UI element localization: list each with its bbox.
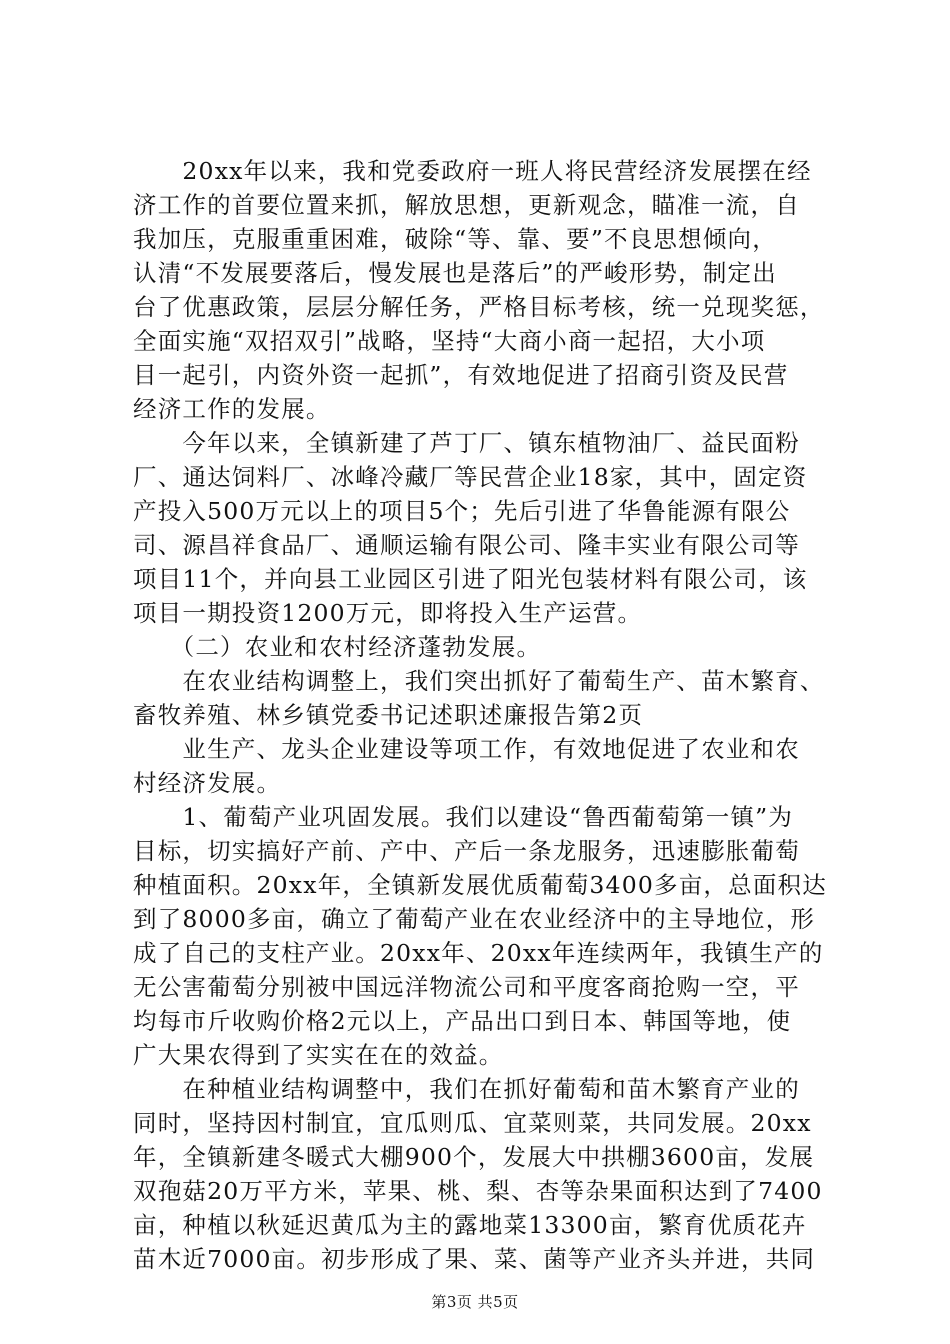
body-line: 司、源昌祥食品厂、通顺运输有限公司、隆丰实业有限公司等 xyxy=(133,531,800,559)
body-line: 20xx年以来，我和党委政府一班人将民营经济发展摆在经 xyxy=(133,157,812,185)
body-line: 广大果农得到了实实在在的效益。 xyxy=(133,1041,504,1069)
body-line: 经济工作的发展。 xyxy=(133,395,331,423)
body-line: 项目一期投资1200万元，即将投入生产运营。 xyxy=(133,599,643,627)
body-line: 全面实施“双招双引”战略，坚持“大商小商一起招，大小项 xyxy=(133,327,766,355)
body-line: 今年以来，全镇新建了芦丁厂、镇东植物油厂、益民面粉 xyxy=(133,429,800,457)
body-line: 双孢菇20万平方米，苹果、桃、梨、杏等杂果面积达到了7400 xyxy=(133,1177,823,1205)
body-line: 无公害葡萄分别被中国远洋物流公司和平度客商抢购一空，平 xyxy=(133,973,800,1001)
body-line: 济工作的首要位置来抓，解放思想，更新观念，瞄准一流，自 xyxy=(133,191,800,219)
body-line: 在种植业结构调整中，我们在抓好葡萄和苗木繁育产业的 xyxy=(133,1075,800,1103)
body-line: 村经济发展。 xyxy=(133,769,282,797)
body-line: 1、葡萄产业巩固发展。我们以建设“鲁西葡萄第一镇”为 xyxy=(133,803,794,831)
body-line: 成了自己的支柱产业。20xx年、20xx年连续两年，我镇生产的 xyxy=(133,939,824,967)
body-line: 同时，坚持因村制宜，宜瓜则瓜、宜菜则菜，共同发展。20xx xyxy=(133,1109,812,1137)
body-line: 台了优惠政策，层层分解任务，严格目标考核，统一兑现奖惩， xyxy=(133,293,825,321)
body-line: 苗木近7000亩。初步形成了果、菜、菌等产业齐头并进，共同 xyxy=(133,1245,816,1273)
body-line: 项目11个，并向县工业园区引进了阳光包装材料有限公司，该 xyxy=(133,565,808,593)
body-line: 均每市斤收购价格2元以上，产品出口到日本、韩国等地，使 xyxy=(133,1007,792,1035)
body-line: （二）农业和农村经济蓬勃发展。 xyxy=(133,633,542,661)
body-line: 亩，种植以秋延迟黄瓜为主的露地菜13300亩，繁育优质花卉 xyxy=(133,1211,807,1239)
document-body xyxy=(133,154,833,1276)
body-line: 我加压，克服重重困难，破除“等、靠、要”不良思想倾向， xyxy=(133,225,777,253)
body-line: 目一起引，内资外资一起抓”，有效地促进了招商引资及民营 xyxy=(133,361,789,389)
body-line: 畜牧养殖、林乡镇党委书记述职述廉报告第2页 xyxy=(133,701,644,729)
body-line: 年，全镇新建冬暖式大棚900个，发展大中拱棚3600亩，发展 xyxy=(133,1143,815,1171)
body-line: 认清“不发展要落后，慢发展也是落后”的严峻形势，制定出 xyxy=(133,259,777,287)
body-line: 厂、通达饲料厂、冰峰冷藏厂等民营企业18家，其中，固定资 xyxy=(133,463,808,491)
body-line: 产投入500万元以上的项目5个；先后引进了华鲁能源有限公 xyxy=(133,497,791,525)
body-line: 业生产、龙头企业建设等项工作，有效地促进了农业和农 xyxy=(133,735,800,763)
body-line: 种植面积。20xx年，全镇新发展优质葡萄3400多亩，总面积达 xyxy=(133,871,827,899)
body-line: 到了8000多亩，确立了葡萄产业在农业经济中的主导地位，形 xyxy=(133,905,816,933)
page-footer: 第3页 共5页 xyxy=(431,1293,519,1311)
body-line: 在农业结构调整上，我们突出抓好了葡萄生产、苗木繁育、 xyxy=(133,667,825,695)
body-line: 目标，切实搞好产前、产中、产后一条龙服务，迅速膨胀葡萄 xyxy=(133,837,800,865)
